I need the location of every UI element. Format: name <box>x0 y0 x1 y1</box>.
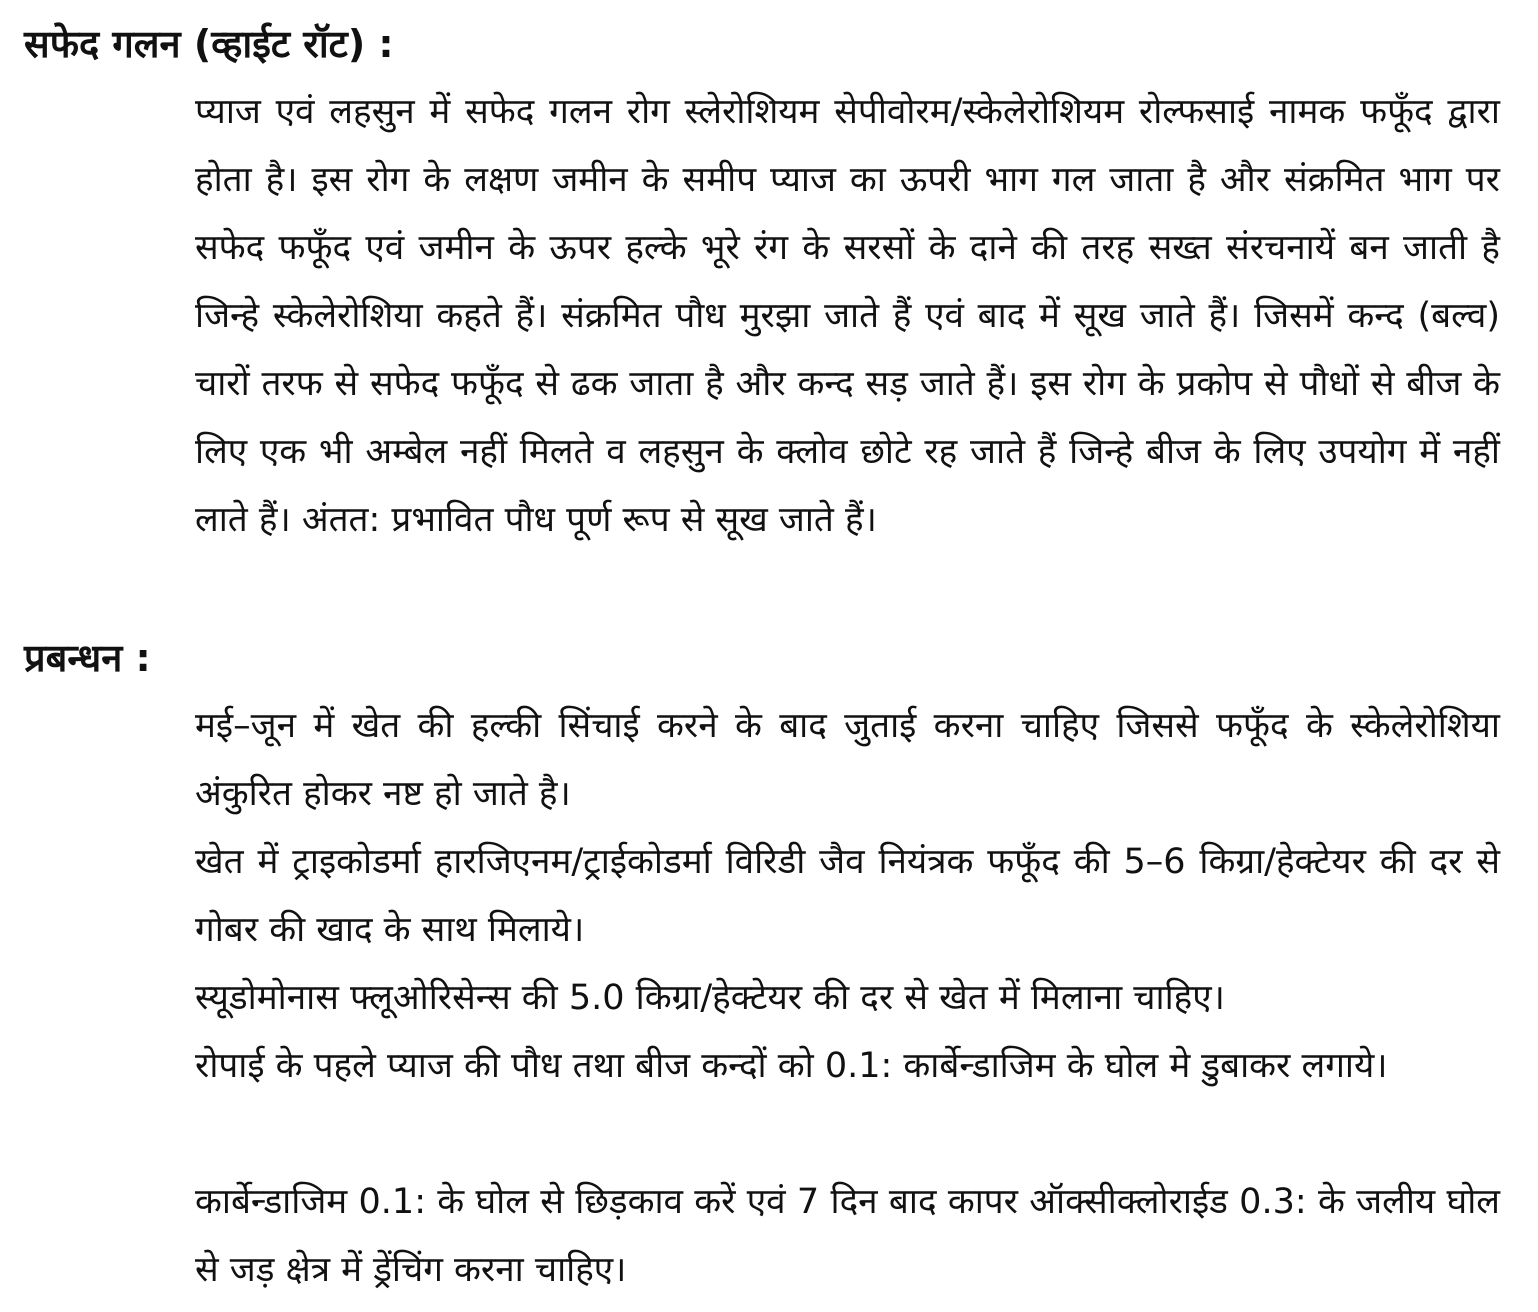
management-point-text: मई–जून में खेत की हल्की सिंचाई करने के बाद जुताई करना चाहिए जिससे फफूँद के स्केलेरोशिया अंकुरित होकर नष्ट हो जाते है। <box>195 706 1500 814</box>
section-heading-management: प्रबन्धन : <box>24 636 151 680</box>
management-point-5 <box>195 1168 1500 1304</box>
management-point-4 <box>195 1032 1500 1100</box>
management-point-text: खेत में ट्राइकोडर्मा हारजिएनम/ट्राईकोडर्मा विरिडी जैव नियंत्रक फफूँद की 5–6 किग्रा/हेक्टेयर की दर से गोबर की खाद के साथ मिलाये। <box>195 842 1500 950</box>
white-rot-paragraph: प्याज एवं लहसुन में सफेद गलन रोग स्लेरोशियम सेपीवोरम/स्केलेरोशियम रोल्फसाई नामक फफूँद द्वारा होता है। इस रोग के लक्षण जमीन के समीप प्याज का ऊपरी भाग गल जाता है और संक्रमित भाग पर सफेद फफूँद एवं जमीन के ऊपर हल्के भूरे रंग के सरसों के दाने की तरह सख्त संरचनायें बन जाती है जिन्हे स्केलेरोशिया कहते हैं। संक्रमित पौध मुरझा जाते हैं एवं बाद में सूख जाते हैं। जिसमें कन्द (बल्व) चारों तरफ से सफेद फफूँद से ढक जाता है और कन्द सड़ जाते हैं। इस रोग के प्रकोप से पौधों से बीज के लिए एक भी अम्बेल नहीं मिलते व लहसुन के क्लोव छोटे रह जाते हैं जिन्हे बीज के लिए उपयोग में नहीं लाते हैं। अंतत: प्रभावित पौध पूर्ण रूप से सूख जाते हैं। <box>195 92 1500 540</box>
management-point-text: स्यूडोमोनास फ्लूओरिसेन्स की 5.0 किग्रा/हेक्टेयर की दर से खेत में मिलाना चाहिए। <box>195 978 1225 1018</box>
management-point-text: रोपाई के पहले प्याज की पौध तथा बीज कन्दों को 0.1: कार्बेन्डाजिम के घोल मे डुबाकर लगाये। <box>195 1046 1388 1086</box>
management-point-3 <box>195 964 1500 1032</box>
management-point-text: कार्बेन्डाजिम 0.1: के घोल से छिड़काव करें एवं 7 दिन बाद कापर ऑक्सीक्लोराईड 0.3: के जलीय घोल से जड़ क्षेत्र में ड्रेंचिंग करना चाहिए। <box>195 1182 1500 1290</box>
management-point-1 <box>195 692 1500 828</box>
white-rot-description <box>195 78 1500 554</box>
section-heading-white-rot: सफेद गलन (व्हाईट रॉट) : <box>24 22 394 66</box>
management-point-2 <box>195 828 1500 964</box>
